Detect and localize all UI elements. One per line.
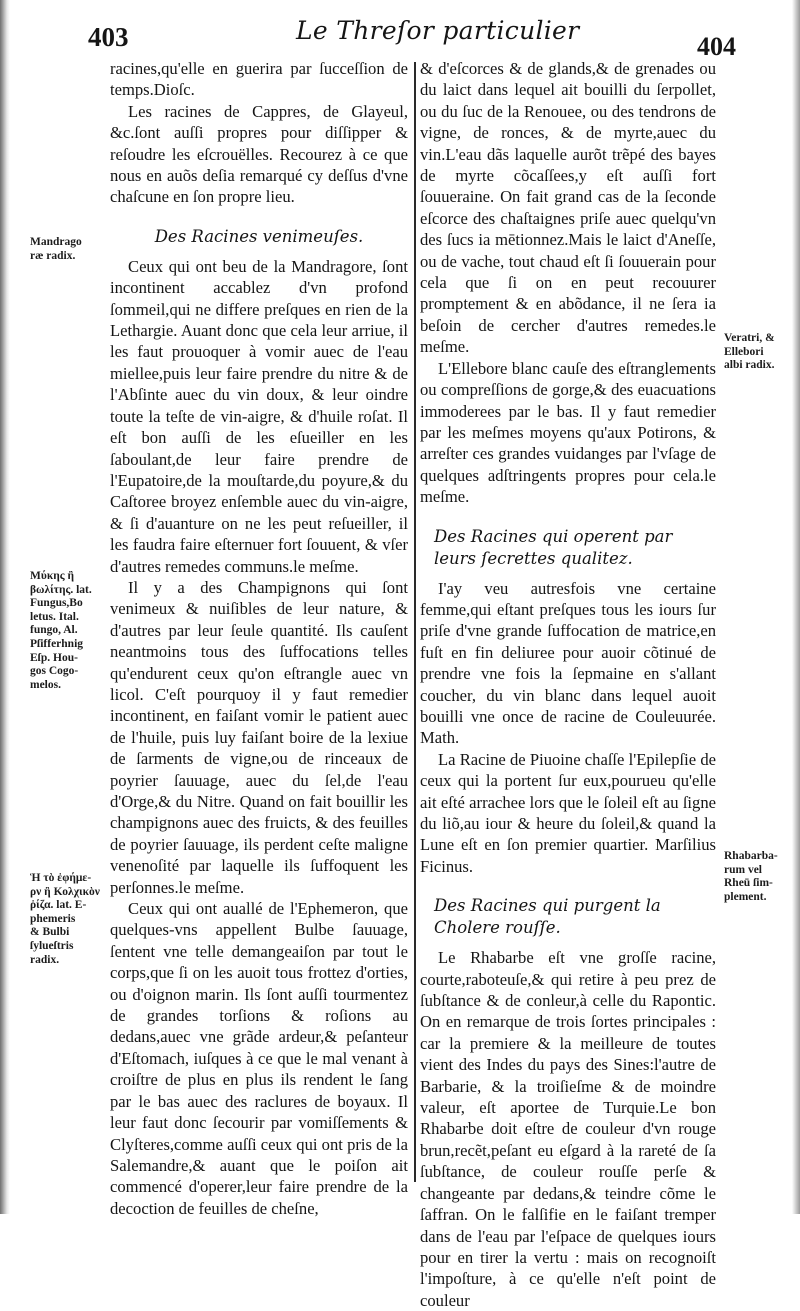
margin-note-fungus: Μύκης ἢ βωλίτης. lat. Fungus,Bo letus. Ital. fungo, Al. Pſifferhnig Eſp. Hou- gos Cogo- melos. <box>30 570 92 691</box>
left-column <box>110 58 408 1219</box>
page-edge-shadow-left <box>0 0 10 1214</box>
paragraph: Les racines de Cappres, de Glayeul, &c.ſont auſſi propres pour diſſipper & reſoudre les eſcrouëlles. Recourez à ce que nous en auõs deſia remarqué cy deſſus d'vne chaſcune en ſon propre lieu. <box>110 101 408 207</box>
column-divider <box>414 62 416 1182</box>
running-head <box>0 8 800 61</box>
paragraph: Le Rhabarbe eſt vne groſſe racine, courte,raboteuſe,& qui retire à peu prez de ſubſtance & de conleur,à celle du Rapontic. On en remarque de trois ſortes principales : car la premiere & la meilleure de toutes vient des Indes du pays des Sines:l'autre de Barbarie, & la troiſieſme & de moindre valeur, eſt aportee de Turquie.Le bon Rhabarbe doit eſtre de couleur d'vn rouge brun,recẽt,peſant eu eſgard à la rareté de ſa ſubſtance, de couleur rouſſe perſe & changeante par dedans,& teindre cõme le ſaffran. On le falſifie en le faiſant tremper dans de l'eau par l'eſpace de quelques iours pour en tirer la vertu : mais on recognoiſt l'impoſture, à ce qu'elle n'eſt point de couleur <box>420 948 716 1310</box>
paragraph: L'Ellebore blanc cauſe des eſtranglements ou compreſſions de gorge,& des euacuations immoderees par le bas. Il y faut remedier par les meſmes moyens qu'aux Potirons, & arreſter ces grandes vuidanges par l'vſage de quelques adſtringents propres pour cela.le meſme. <box>420 358 716 507</box>
paragraph: Ceux qui ont auallé de l'Ephemeron, que quelques-vns appellent Bulbe ſauuage, ſentent vne telle demangeaiſon par tout le corps,que ſi on les auoit tous frottez d'orties, ou d'oignon marin. Ils ſont auſſi tourmentez de grandes torſions & roſions au dedans,auec vne grãde ardeur,& peſanteur d'Eſtomach, iuſques à ce que le mal venant à croiſtre de plus en plus ils rendent le ſang par le bas auec des raclures de boyaux. Il leur faut donc ſecourir par vomiſſements & Clyſteres,comme auſſi ceux qui ont pris de la Salemandre,& auant que le poiſon ait commencé d'operer,leur faire prendre de la decoction de feuilles de cheſne, <box>110 899 408 1218</box>
margin-note-ephemeron: Ἡ τὸ ἐφήμε- ρν ἢ Κολχικὸν ῥίζα. lat. E- phemeris & Bulbi ſylueſtris radix. <box>30 872 100 966</box>
section-heading: Des Racines qui operent par leurs ſecrettes qualitez. <box>434 526 673 568</box>
section-heading: Des Racines venimeuſes. <box>154 226 364 246</box>
paragraph: & d'eſcorces & de glands,& de grenades ou du laict dans lequel ait bouilli du ſerpollet, ou du ſuc de la Renouee, ou des tendrons de vigne, de ronces, & de myrte,auec du vin.L'eau dãs laquelle aurõt trẽpé des bayes de myrte cõcaſſees,y eſt auſſi fort ſouueraine. On fait grand cas de la ſeconde eſcorce des chaſtaignes priſe auec quelqu'vn des ſucs ia mētionnez.Mais le laict d'Aneſſe, ou de vache, tout chaud eſt ſi ſouuerain pour cela que ſi on en peut recouurer promptement & en abõdance, il ne ſera ia beſoin de cercher d'autres remedes.le meſme. <box>420 59 716 357</box>
paragraph: racines,qu'elle en guerira par ſucceſſion de temps.Dioſc. <box>110 59 408 100</box>
paragraph: I'ay veu autresfois vne certaine femme,qui eſtant preſques tous les iours ſur priſe d'vne grande ſuffocation de matrice,en fuſt en fin deliuree pour auoir cõtinué de prendre vne fois la ſepmaine en s'allant coucher, du vin blanc dans lequel auoit bouilli vne once de racine de Couleuurée. Math. <box>420 578 716 748</box>
section-heading: Des Racines qui purgent la Cholere rouſſe. <box>434 896 661 938</box>
margin-note-veratri: Veratri, & Ellebori albi radix. <box>724 332 775 372</box>
running-title: Le Threſor particulier <box>296 16 580 45</box>
margin-note-mandragora: Mandrago ræ radix. <box>30 236 82 262</box>
paragraph: Il y a des Champignons qui ſont venimeux & nuiſibles de leur nature, & d'autres par leur ſeule quantité. Ils cauſent neantmoins tous des ſuffocations telles qu'endurent ceux qu'on eſtrangle auec vn licol. C'eſt pourquoy il y faut remedier incontinent, en faiſant vomir le patient auec de l'huile, puis luy faiſant boire de la lexiue de ſarments de vigne,ou de rinceaux de poyrier ſauuage, auec du ſel,de l'eau d'Orge,& du Nitre. Quand on fait bouillir les champignons auec des fruicts, & des feuilles de poyrier ſauuage, ils perdent ceſte maligne venenoſité par laquelle ils ſuffoquent les perſonnes.le meſme. <box>110 577 408 897</box>
page-edge-shadow-right <box>792 0 800 1214</box>
page-number-right: 404 <box>697 32 736 61</box>
paragraph: La Racine de Piuoine chaſſe l'Epilepſie de ceux qui la portent ſur eux,pourueu qu'elle ait eſté arrachee lors que le ſoleil eſt au ſigne du liõ,au iour & heure du ſoleil,& quand la Lune eſt en ſon premier quartier. Marſilius Ficinus. <box>420 749 716 876</box>
page-number-left: 403 <box>88 22 129 52</box>
right-column <box>420 58 716 1311</box>
margin-note-rhabarbarum: Rhabarba- rum vel Rheū ſim- plement. <box>724 850 778 903</box>
paragraph: Ceux qui ont beu de la Mandragore, ſont incontinent accablez d'vn profond ſommeil,qui ne differe preſques en rien de la Lethargie. Auant donc que cela leur arriue, il les faut prouoquer à vomir auec de l'eau miellee,puis leur faire prendre du nitre & de l'Abſinte auec du vin doux, & leur oindre toute la teſte de vin-aigre, & d'huile roſat. Il eſt bon auſſi de les eſueiller en les ſaboulant,de leur faire prendre de l'Eupatoire,de la mouſtarde,du poyure,& du Caſtoree broyez enſemble auec du vin-aigre, & ſi d'auanture on ne les peut reſueiller, il les faudra faire eſternuer fort ſouuent, & vſer d'autres remedes communs.le meſme. <box>110 256 408 576</box>
